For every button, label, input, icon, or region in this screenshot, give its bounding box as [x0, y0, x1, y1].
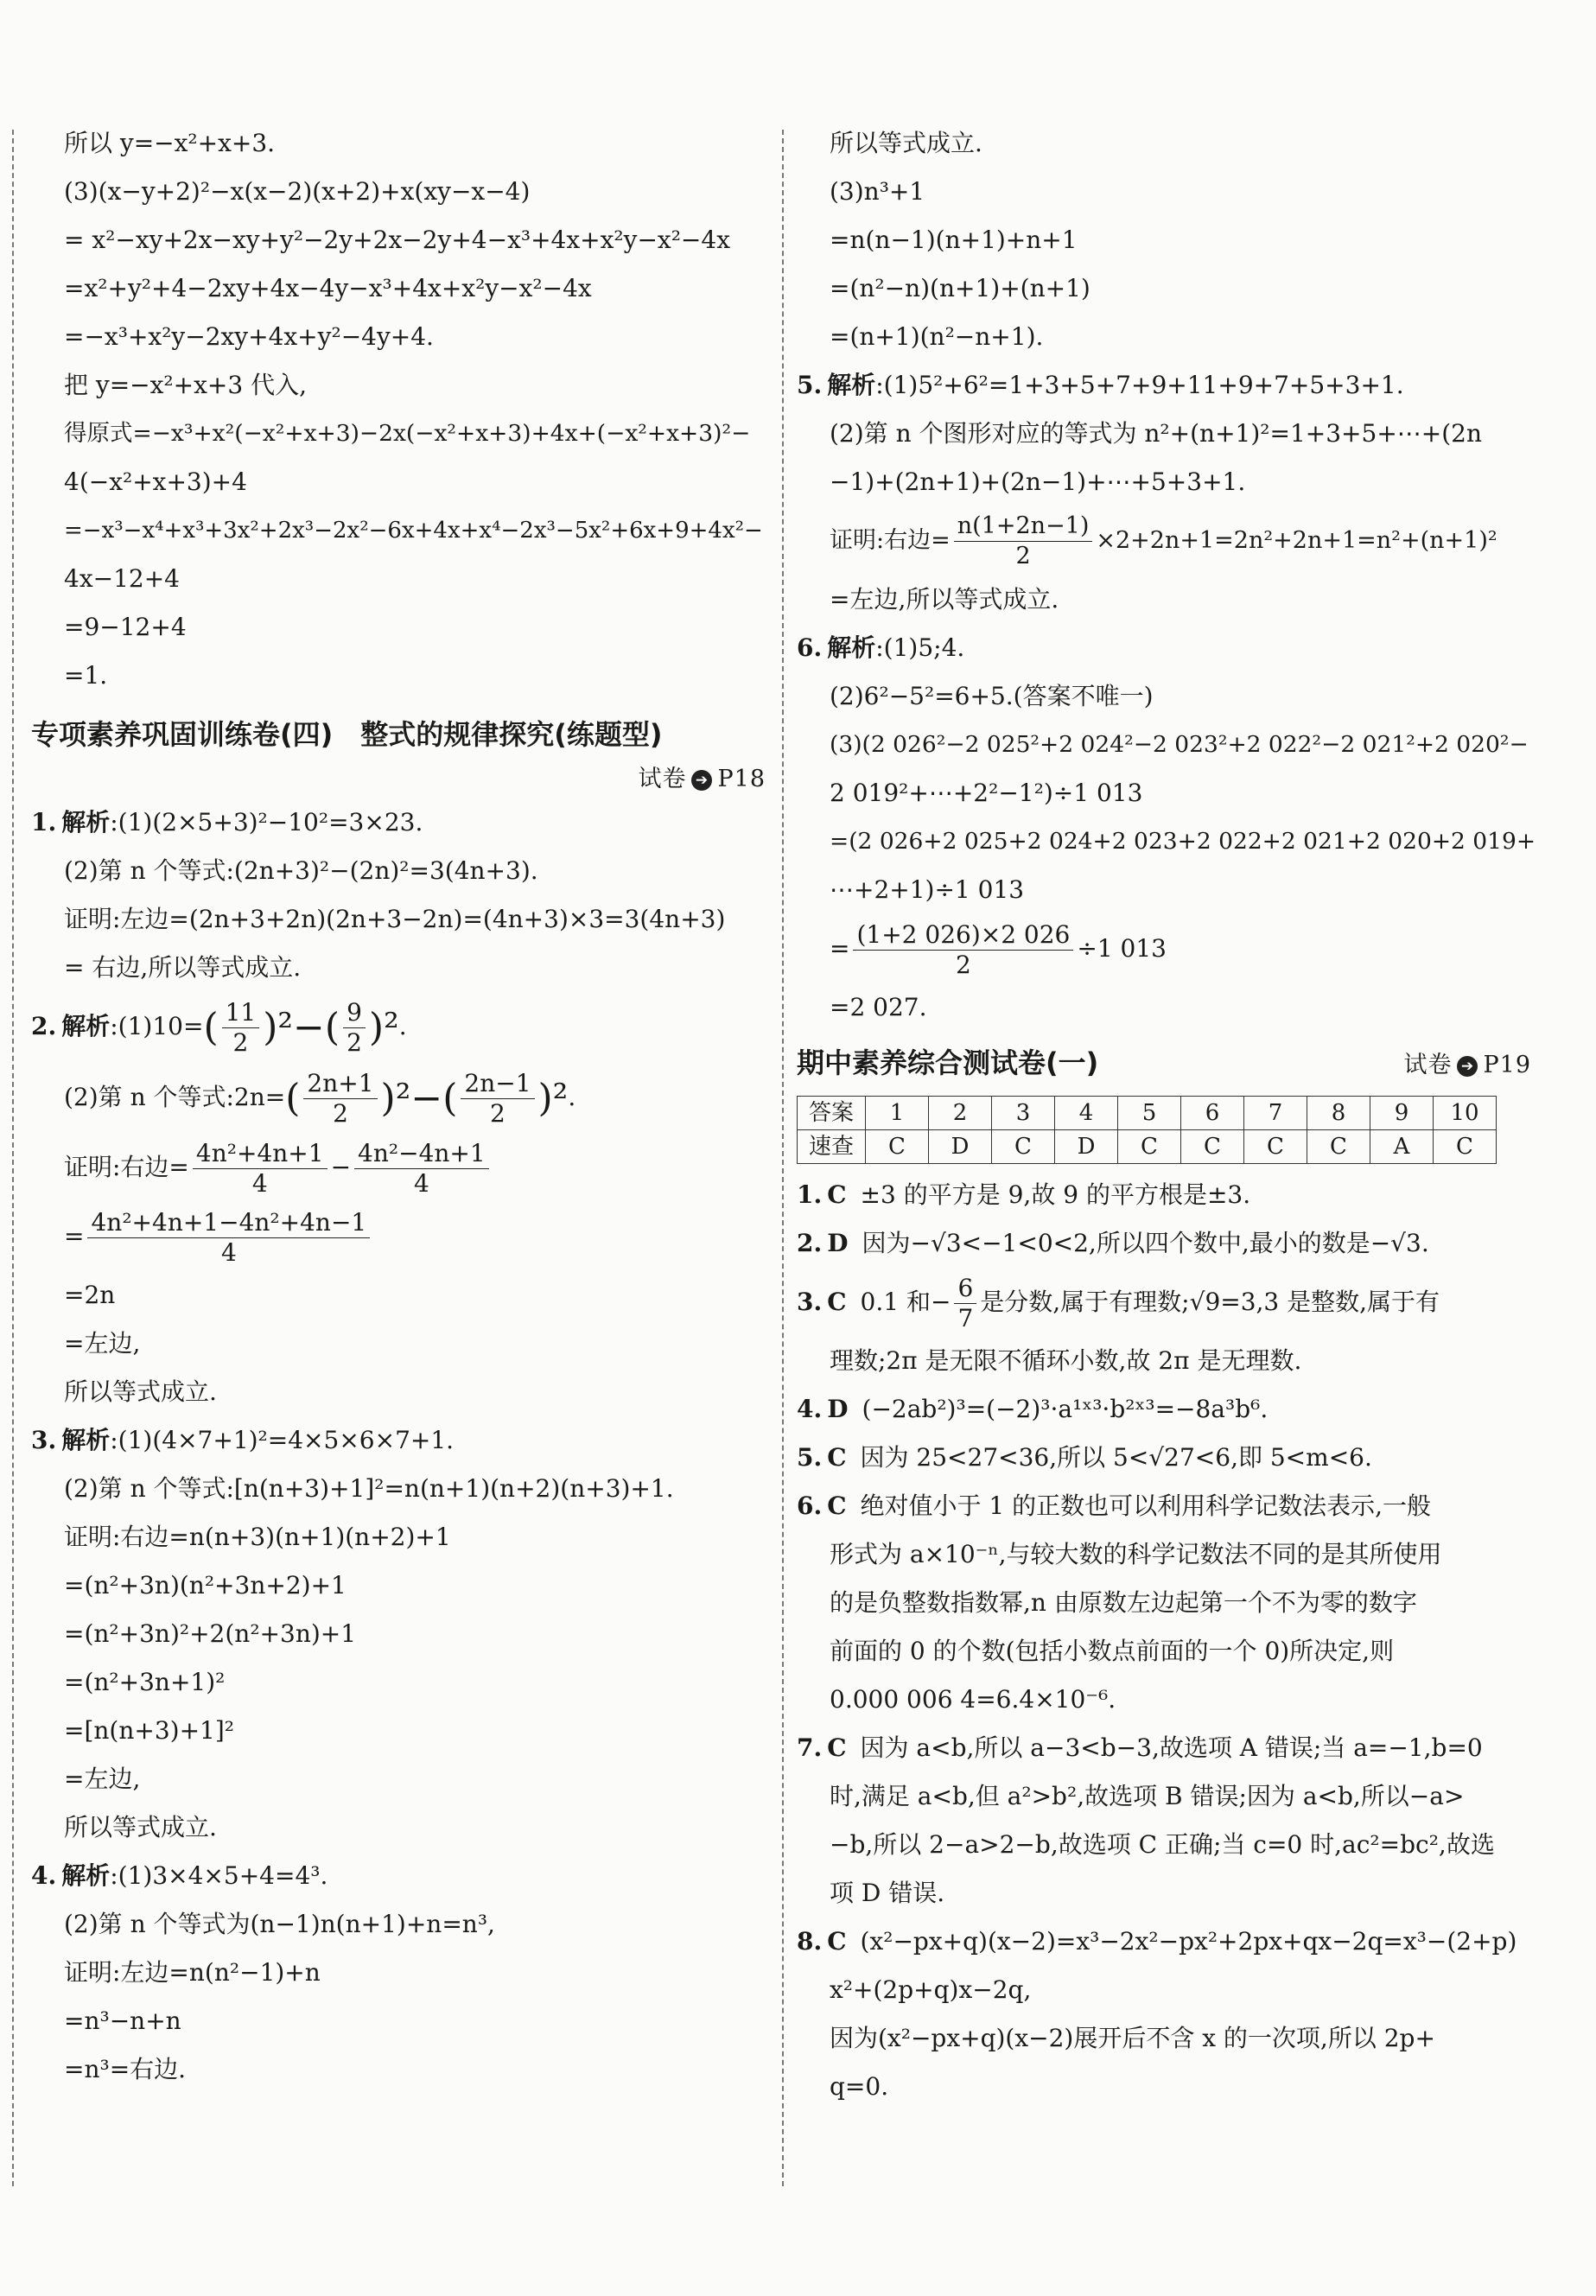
- ref-page: P18: [717, 766, 766, 792]
- table-cell: 1: [866, 1097, 929, 1130]
- table-cell: 9: [1370, 1097, 1434, 1130]
- text-line: = 右边,所以等式成立.: [64, 953, 302, 982]
- text-line: 证明:左边=(2n+3+2n)(2n+3−2n)=(4n+3)×3=3(4n+3): [64, 905, 726, 933]
- text: ÷1 013: [1077, 934, 1167, 963]
- text: ×2+2n+1=2n²+2n+1=n²+(n+1)²: [1096, 527, 1497, 554]
- section-page-ref: [1403, 1046, 1531, 1084]
- question-2: 2. 解析:(1)10=( $\frac{11}{2}$ )²−( $\frac{9}{2}$ )².: [31, 998, 407, 1057]
- text: (2)第 n 个等式:2n=: [64, 1082, 286, 1111]
- question-number: 7.: [797, 1733, 823, 1762]
- text-line: =−x³−x⁴+x³+3x²+2x³−2x²−6x+4x+x⁴−2x³−5x²+6x+9+4x²−: [64, 518, 763, 544]
- answer-letter: C: [827, 1288, 847, 1316]
- text-line: 0.000 006 4=6.4×10⁻⁶.: [830, 1685, 1116, 1714]
- text-line: =(n+1)(n²−n+1).: [830, 322, 1044, 351]
- table-cell: C: [1118, 1130, 1181, 1164]
- arrow-right-icon: ➔: [1457, 1056, 1478, 1077]
- table-cell: 4: [1055, 1097, 1118, 1130]
- text-line: (2)第 n 个等式:[n(n+3)+1]²=n(n+1)(n+2)(n+3)+1.: [64, 1474, 674, 1503]
- table-header: 速查: [798, 1130, 866, 1164]
- text-line: (3)(x−y+2)²−x(x−2)(x+2)+x(xy−x−4): [64, 177, 531, 206]
- paren: (: [285, 1076, 301, 1120]
- ref-label: 试卷: [1403, 1052, 1453, 1078]
- answer-letter: C: [827, 1491, 847, 1520]
- text: (x²−px+q)(x−2)=x³−2x²−px²+2px+qx−2q=x³−(2+p): [860, 1927, 1517, 1956]
- text-line: =(n²+3n)²+2(n²+3n)+1: [64, 1619, 357, 1648]
- text-line: −1)+(2n+1)+(2n−1)+⋯+5+3+1.: [830, 467, 1246, 496]
- fraction: $\frac{9}{2}$: [343, 998, 366, 1058]
- table-cell: C: [866, 1130, 929, 1164]
- text-line: (2)第 n 个等式:2n=( $\frac{2n+1}{2}$ )²−( $\frac{2n-1}{2}$ )².: [64, 1068, 576, 1128]
- question-number: 6.: [797, 633, 823, 662]
- fraction: $\frac{\text{4n²+4n+1−4n²+4n−1}}{4}$: [87, 1208, 370, 1268]
- column-divider: [782, 130, 784, 2186]
- paren: )²: [537, 1076, 569, 1120]
- answer-table: [797, 1096, 1497, 1164]
- text-line: = $\frac{\text{4n²+4n+1−4n²+4n−1}}{4}$: [31, 1202, 766, 1271]
- analysis-label: 解析: [61, 808, 111, 836]
- question-3: [31, 1416, 766, 1465]
- paren: )²: [368, 1005, 399, 1050]
- text-line: 证明:右边=n(n+3)(n+1)(n+2)+1: [64, 1523, 451, 1551]
- text-line: 理数;2π 是无限不循环小数,故 2π 是无理数.: [830, 1346, 1302, 1375]
- fraction: $\frac{6}{7}$: [954, 1274, 976, 1333]
- table-cell: C: [1307, 1130, 1370, 1164]
- question-number: 4.: [797, 1395, 823, 1423]
- text-line: 的是负整数指数幂,n 由原数左边起第一个不为零的数字: [830, 1588, 1417, 1617]
- text-line: =左边,: [64, 1765, 141, 1793]
- text-line: =n³−n+n: [64, 2007, 181, 2035]
- table-cell: D: [929, 1130, 992, 1164]
- question-number: 6.: [797, 1491, 823, 1520]
- answer-letter: D: [827, 1395, 849, 1423]
- question-number: 1.: [797, 1180, 823, 1209]
- text-line: =x²+y²+4−2xy+4x−4y−x³+4x+x²y−x²−4x: [64, 274, 592, 302]
- text-line: =−x³+x²y−2xy+4x+y²−4y+4.: [64, 322, 434, 351]
- table-cell: 10: [1434, 1097, 1497, 1130]
- text-line: 因为(x²−px+q)(x−2)展开后不含 x 的一次项,所以 2p+: [830, 2024, 1435, 2052]
- table-header: 答案: [798, 1097, 866, 1130]
- text: 因为 a<b,所以 a−3<b−3,故选项 A 错误;当 a=−1,b=0: [860, 1733, 1483, 1762]
- text: (−2ab²)³=(−2)³·a¹ˣ³·b²ˣ³=−8a³b⁶.: [862, 1395, 1269, 1423]
- fraction: $\frac{11}{2}$: [222, 998, 260, 1058]
- answer-6: [797, 1482, 1531, 1530]
- text-line: 所以 y=−x²+x+3.: [64, 129, 276, 157]
- text-line: 得原式=−x³+x²(−x²+x+3)−2x(−x²+x+3)+4x+(−x²+x+3)²−: [64, 420, 751, 447]
- paren: )²−(: [380, 1076, 458, 1120]
- text-line: =(n²+3n)(n²+3n+2)+1: [64, 1571, 347, 1600]
- text-line: ⋯+2+1)÷1 013: [830, 875, 1025, 904]
- text: 0.1 和−: [860, 1288, 951, 1316]
- analysis-label: 解析: [61, 1012, 111, 1040]
- text-line: 证明:右边= $\frac{\text{4n²+4n+1}}{4}$ − $\frac{\text{4n²−4n+1}}{4}$: [31, 1133, 766, 1202]
- text-line: [797, 506, 1531, 576]
- answer-letter: C: [827, 1180, 847, 1209]
- text-line: (2)第 n 个图形对应的等式为 n²+(n+1)²=1+3+5+⋯+(2n: [830, 419, 1483, 448]
- text-line: (3)(2 026²−2 025²+2 024²−2 023²+2 022²−2 021²+2 020²−: [830, 731, 1529, 758]
- text-line: =n³=右边.: [64, 2055, 187, 2083]
- question-1: [31, 798, 766, 847]
- answer-7: [797, 1724, 1531, 1772]
- text-line: =(n²+3n+1)²: [64, 1668, 226, 1696]
- text-line: =左边,: [64, 1329, 141, 1358]
- answer-letter: C: [827, 1927, 847, 1956]
- answer-1: [797, 1171, 1531, 1219]
- text-line: 所以等式成立.: [64, 1813, 217, 1841]
- text: 因为−√3<−1<0<2,所以四个数中,最小的数是−√3.: [862, 1229, 1429, 1257]
- fraction: $\frac{2n-1}{2}$: [461, 1069, 534, 1129]
- answer-2: [797, 1219, 1531, 1268]
- text-line: −b,所以 2−a>2−b,故选项 C 正确;当 c=0 时,ac²=bc²,故选: [830, 1830, 1495, 1859]
- table-cell: C: [1181, 1130, 1244, 1164]
- table-cell: D: [1055, 1130, 1118, 1164]
- text-line: =9−12+4: [64, 613, 187, 641]
- paren: (: [203, 1005, 219, 1050]
- fraction: $\frac{\text{4n²−4n+1}}{4}$: [354, 1139, 489, 1199]
- analysis-label: 解析: [61, 1861, 111, 1890]
- text-line: 所以等式成立.: [830, 129, 982, 157]
- table-cell: 5: [1118, 1097, 1181, 1130]
- question-number: 4.: [31, 1861, 57, 1890]
- table-cell: 6: [1181, 1097, 1244, 1130]
- text-line: 所以等式成立.: [64, 1377, 217, 1406]
- answer-5: [797, 1434, 1531, 1482]
- left-column: [31, 119, 766, 2094]
- text: :(1)5;4.: [875, 633, 965, 662]
- question-number: 5.: [797, 371, 823, 399]
- text-line: 时,满足 a<b,但 a²>b²,故选项 B 错误;因为 a<b,所以−a>: [830, 1782, 1465, 1810]
- text-line: =(2 026+2 025+2 024+2 023+2 022+2 021+2 020+2 019+: [830, 828, 1536, 855]
- table-cell: 3: [992, 1097, 1055, 1130]
- table-row: [798, 1130, 1497, 1164]
- table-cell: 8: [1307, 1097, 1370, 1130]
- text-line: x²+(2p+q)x−2q,: [830, 1975, 1032, 2004]
- text: :(1)5²+6²=1+3+5+7+9+11+9+7+5+3+1.: [875, 371, 1404, 399]
- fraction: $\frac{(1+2 026)\times 2 026}{2}$: [853, 920, 1073, 980]
- text-line: = x²−xy+2x−xy+y²−2y+2x−2y+4−x³+4x+x²y−x²−4x: [64, 226, 730, 254]
- text: :(1)(4×7+1)²=4×5×6×7+1.: [110, 1426, 455, 1454]
- answer-4: [797, 1385, 1531, 1434]
- text: :(1)3×4×5+4=4³.: [110, 1861, 328, 1890]
- text-line: 4x−12+4: [64, 564, 180, 593]
- ref-label: 试卷: [638, 766, 687, 792]
- fraction: $\frac{2n+1}{2}$: [303, 1069, 377, 1129]
- section-header: [797, 1037, 1531, 1089]
- question-number: 5.: [797, 1443, 823, 1472]
- table-cell: 7: [1244, 1097, 1307, 1130]
- answer-3: [797, 1268, 1531, 1337]
- section-title: 期中素养综合测试卷(一): [797, 1046, 1099, 1079]
- section-page-ref: [31, 760, 766, 798]
- fraction: $\frac{n(1+2n-1)}{2}$: [954, 512, 1093, 571]
- analysis-label: 解析: [61, 1426, 111, 1454]
- text: 因为 25<27<36,所以 5<√27<6,即 5<m<6.: [860, 1443, 1372, 1472]
- text-line: (2)第 n 个等式:(2n+3)²−(2n)²=3(4n+3).: [64, 856, 538, 885]
- text-line: =[n(n+3)+1]²: [64, 1716, 234, 1745]
- table-cell: C: [992, 1130, 1055, 1164]
- text-line: 形式为 a×10⁻ⁿ,与较大数的科学记数法不同的是其所使用: [830, 1540, 1442, 1568]
- text: ±3 的平方是 9,故 9 的平方根是±3.: [860, 1180, 1251, 1209]
- text: 是分数,属于有理数;√9=3,3 是整数,属于有: [980, 1288, 1440, 1316]
- question-number: 2.: [797, 1229, 823, 1257]
- text-line: (2)6²−5²=6+5.(答案不唯一): [830, 682, 1154, 710]
- arrow-right-icon: ➔: [691, 770, 712, 791]
- question-number: 3.: [31, 1426, 57, 1454]
- answer-letter: C: [827, 1733, 847, 1762]
- answer-8: [797, 1918, 1531, 1966]
- section-title: 专项素养巩固训练卷(四) 整式的规律探究(练题型): [31, 718, 663, 751]
- question-5: [797, 361, 1531, 410]
- question-number: 3.: [797, 1288, 823, 1316]
- answer-letter: D: [827, 1229, 849, 1257]
- table-cell: C: [1434, 1130, 1497, 1164]
- text-line: 4(−x²+x+3)+4: [64, 467, 247, 496]
- text-line: = $\frac{(1+2 026)\times 2 026}{2}$ ÷1 013: [830, 920, 1167, 979]
- text-line: 证明:左边=n(n²−1)+n: [64, 1958, 321, 1987]
- question-4: [31, 1852, 766, 1900]
- text-line: =(n²−n)(n+1)+(n+1): [830, 274, 1090, 302]
- text-line: =1.: [64, 661, 108, 690]
- text-line: 把 y=−x²+x+3 代入,: [64, 371, 307, 399]
- text: 证明:右边=: [830, 527, 951, 554]
- analysis-label: 解析: [827, 633, 876, 662]
- table-cell: A: [1370, 1130, 1434, 1164]
- text: 证明:右边=: [64, 1153, 189, 1181]
- table-cell: C: [1244, 1130, 1307, 1164]
- text-line: 前面的 0 的个数(包括小数点前面的一个 0)所决定,则: [830, 1637, 1395, 1665]
- right-column: [797, 119, 1536, 2111]
- text: :(1)10=: [110, 1012, 204, 1040]
- analysis-label: 解析: [827, 371, 876, 399]
- question-number: 2.: [31, 1012, 57, 1040]
- text-line: 2 019²+⋯+2²−1²)÷1 013: [830, 779, 1143, 807]
- question-number: 1.: [31, 808, 57, 836]
- text-line: (2)第 n 个等式为(n−1)n(n+1)+n=n³,: [64, 1910, 495, 1938]
- text: 绝对值小于 1 的正数也可以利用科学记数法表示,一般: [860, 1491, 1432, 1520]
- fraction: $\frac{\text{4n²+4n+1}}{4}$: [193, 1139, 327, 1199]
- paren: )²−(: [263, 1005, 340, 1050]
- table-row: [798, 1097, 1497, 1130]
- text-line: =2n: [64, 1281, 116, 1309]
- question-6: [797, 624, 1531, 672]
- left-margin-rule: [12, 130, 14, 2186]
- question-number: 8.: [797, 1927, 823, 1956]
- text-line: =n(n−1)(n+1)+n+1: [830, 226, 1078, 254]
- table-cell: 2: [929, 1097, 992, 1130]
- text-line: =左边,所以等式成立.: [830, 585, 1059, 614]
- text-line: q=0.: [830, 2072, 889, 2101]
- answer-letter: C: [827, 1443, 847, 1472]
- text-line: (3)n³+1: [830, 177, 925, 206]
- text: :(1)(2×5+3)²−10²=3×23.: [110, 808, 423, 836]
- text-line: =2 027.: [830, 993, 927, 1021]
- ref-page: P19: [1483, 1052, 1531, 1078]
- text-line: 项 D 错误.: [830, 1879, 945, 1907]
